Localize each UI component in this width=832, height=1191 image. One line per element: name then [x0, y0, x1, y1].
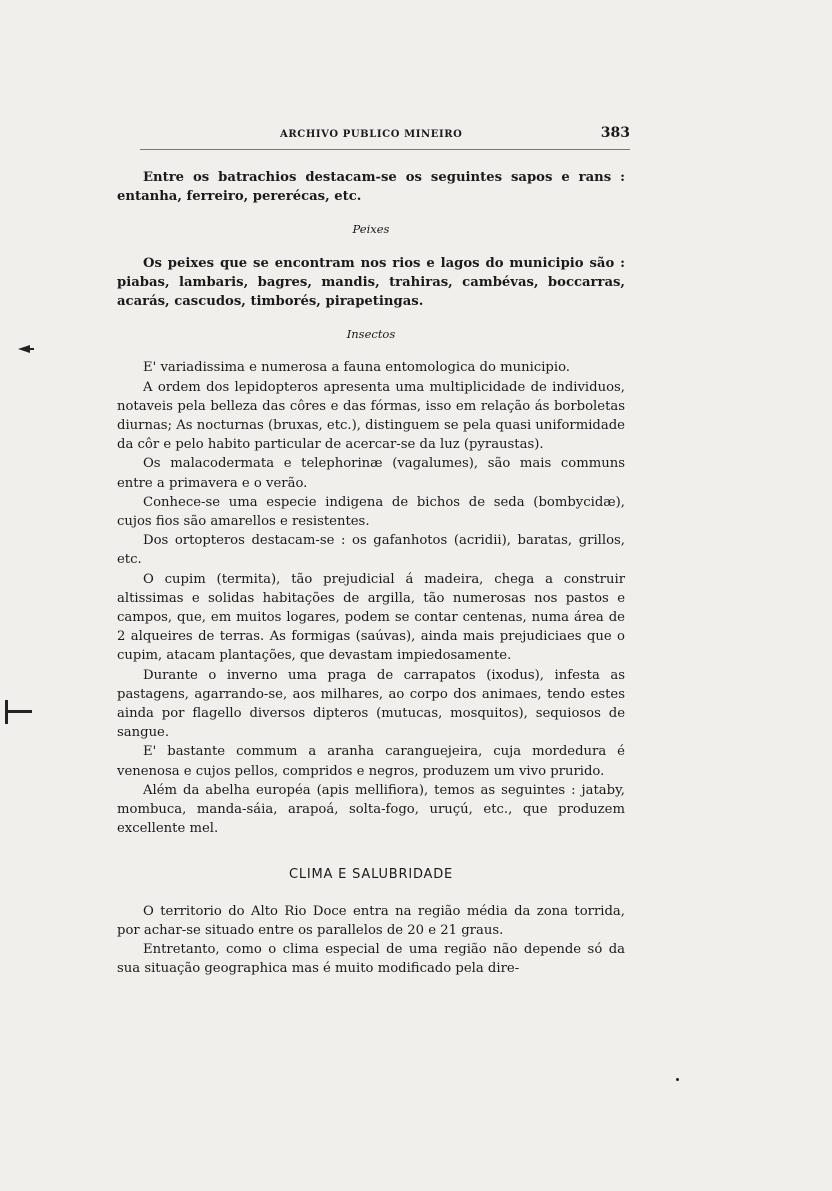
paragraph-insectos-7: Durante o inverno uma praga de carrapatos (ixodus), infesta as pastagens, agarrando-se, aos milhares, ao corpo dos animaes, tendo estes ainda por flagello diversos dipteros (mutucas, mosquitos), sequiosos de sangue. [117, 667, 625, 741]
paragraph-insectos-6: O cupim (termita), tão prejudicial á madeira, chega a construir altissimas e solidas habitações de argilla, tão numerosas nos pastos e campos, que, em muitos logares, podem se contar centenas, numa área de 2 alqueires de terras. As formigas (saúvas), ainda mais prejudiciaes que o cupim, atacam plantações, que devastam impiedosamente. [117, 571, 625, 664]
margin-bracket-mark [6, 710, 32, 713]
paragraph-insectos-9: Além da abelha européa (apis mellifiora), temos as seguintes : jataby, mombuca, manda-sáia, arapoá, solta-fogo, uruçú, etc., que produzem excellente mel. [117, 782, 625, 837]
margin-arrow-tail [28, 348, 34, 350]
paragraph-insectos-1: E' variadissima e numerosa a fauna entomologica do municipio. [143, 360, 570, 376]
ink-speck [676, 1078, 679, 1081]
section-title-clima: CLIMA E SALUBRIDADE [288, 866, 454, 882]
paragraph-insectos-4: Conhece-se uma especie indigena de bichos de seda (bombycidæ), cujos fios são amarellos e resistentes. [117, 494, 625, 530]
subheading-insectos: Insectos [346, 327, 396, 342]
paragraph-insectos-5: Dos ortopteros destacam-se : os gafanhotos (acridii), baratas, grillos, etc. [117, 533, 625, 568]
page-number: 383 [600, 125, 630, 141]
subheading-peixes: Peixes [352, 222, 390, 237]
margin-bracket-stem [5, 700, 8, 724]
paragraph-insectos-3: Os malacodermata e telephorinæ (vagalumes), são mais communs entre a primavera e o verão. [117, 456, 625, 491]
page-header [140, 125, 630, 150]
page-body [117, 168, 625, 979]
paragraph-clima-2: Entretanto, como o clima especial de uma região não depende só da sua situação geographica mas é muito modificado pela dire- [117, 942, 625, 977]
paragraph-batrachios: Entre os batrachios destacam-se os seguintes sapos e rans : entanha, ferreiro, pererécas, etc. [117, 170, 625, 205]
running-head: ARCHIVO PUBLICO MINEIRO [280, 129, 463, 140]
paragraph-clima-1: O territorio do Alto Rio Doce entra na região média da zona torrida, por achar-se situado entre os parallelos de 20 e 21 graus. [117, 903, 625, 938]
paragraph-insectos-8: E' bastante commum a aranha caranguejeira, cuja mordedura é venenosa e cujos pellos, compridos e negros, produzem um vivo prurido. [117, 744, 625, 779]
paragraph-peixes: Os peixes que se encontram nos rios e lagos do municipio são : piabas, lambaris, bagres, mandis, trahiras, cambévas, boccarras, acarás, cascudos, timborés, pirapetingas. [117, 255, 625, 310]
paragraph-insectos-2: A ordem dos lepidopteros apresenta uma multiplicidade de individuos, notaveis pela belleza das côres e das fórmas, isso em relação ás borboletas diurnas; As nocturnas (bruxas, etc.), distinguem se pela quasi uniformidade da côr e pelo habito particular de acercar-se da luz (pyraustas). [117, 379, 625, 453]
